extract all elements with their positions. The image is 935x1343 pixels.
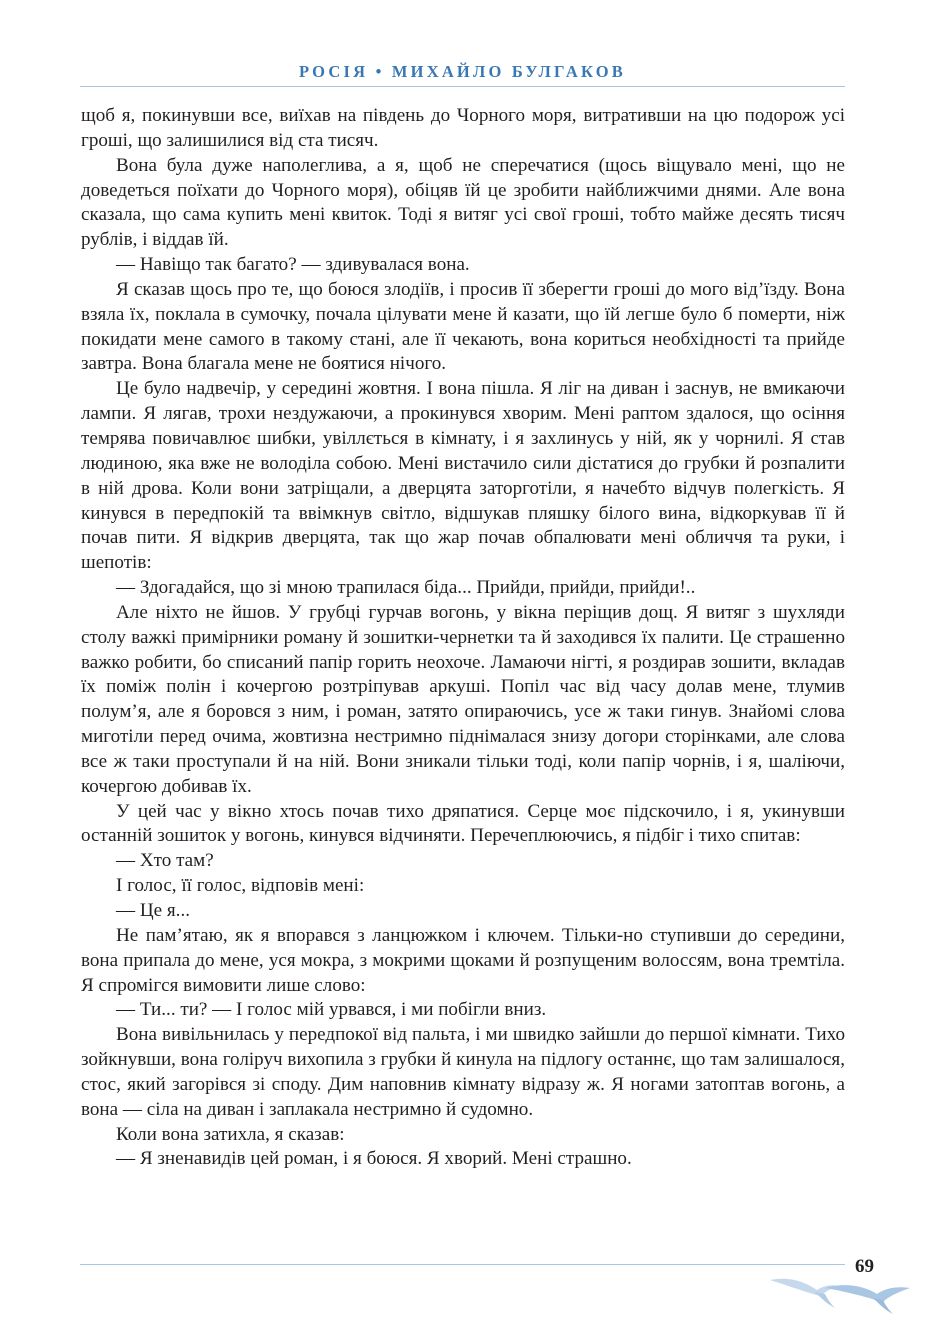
header-divider	[80, 86, 845, 87]
paragraph: Це було надвечір, у середині жовтня. І вона пішла. Я ліг на диван і заснув, не вмикаючи лампи. Я лягав, трохи нездужаючи, а прокинувся хворим. Мені раптом здалося, що осіння темрява повичавлює шибки, увіллється в кімнату, і я захлинусь у ній, як у чорнилі. Я став людиною, яка вже не володіла собою. Мені вистачило сили дістатися до грубки й розпалити в ній дрова. Коли вони затріщали, а дверцята заторготіли, я начебто відчув полегкість. Я кинувся в передпокій та ввімкнув світло, відшукав пляшку білого вина, відкоркував її й почав пити. Я відкрив дверцята, так що жар почав обпалювати мені обличчя та руки, і шепотів:	[81, 378, 845, 574]
paragraph: — Ти... ти? — І голос мій урвався, і ми побігли вниз.	[116, 999, 547, 1021]
paragraph: — Це я...	[116, 900, 191, 921]
paragraph: — Здогадайся, що зі мною трапилася біда... Прийди, прийди, прийди!..	[116, 577, 696, 599]
page-number: 69	[855, 1256, 874, 1277]
paragraph: І голос, її голос, відповів мені:	[116, 875, 365, 897]
paragraph: — Я зненавидів цей роман, і я боюся. Я хворий. Мені страшно.	[116, 1148, 632, 1170]
paragraph: Вона вивільнилась у передпокої від пальта, і ми швидко зайшли до першої кімнати. Тихо зойкнувши, вона голіруч вихопила з грубки й кинула на підлогу останнє, що там залишалося, стос, який загорівся зі споду. Дим наповнив кімнату відразу ж. Я ногами затоптав вогонь, а вона — сіла на диван і заплакала нестримно й судомно.	[81, 1024, 845, 1120]
paragraph: щоб я, покинувши все, виїхав на південь до Чорного моря, витративши на цю подорож усі гроші, що залишилися від ста тисяч.	[81, 105, 845, 151]
paragraph: Коли вона затихла, я сказав:	[116, 1123, 345, 1145]
running-header: РОСІЯ • МИХАЙЛО БУЛГАКОВ	[299, 62, 626, 81]
paragraph: У цей час у вікно хтось почав тихо дряпатися. Серце моє підскочило, і я, укинувши останній зошиток у вогонь, кинувся відчиняти. Перечеплюючись, я підбіг і тихо спитав:	[81, 800, 845, 847]
paragraph: — Хто там?	[116, 850, 214, 872]
paragraph: — Навіщо так багато? — здивувалася вона.	[116, 254, 470, 276]
flying-birds-icon	[765, 1268, 915, 1318]
paragraph: Але ніхто не йшов. У грубці гурчав вогонь, у вікна періщив дощ. Я витяг з шухляди столу важкі примірники роману й зошитки-чернетки та й заходився їх палити. Це страшенно важко робити, бо списаний папір горить неохоче. Ламаючи нігті, я роздирав зошити, вкладав їх поміж полін і кочергою розтріпував аркуші. Попіл час від часу долав мене, тлумив полум’я, але я боровся з ним, і роман, затято опираючись, усе ж таки гинув. Знайомі слова миготіли перед очима, жовтизна нестримно піднімалася знизу догори сторінками, але слова все ж таки проступали й на ній. Вони зникали тільки тоді, коли папір чорнів, і я, шаліючи, кочергою добивав їх.	[81, 601, 845, 797]
footer-divider	[80, 1264, 845, 1265]
paragraph: Вона була дуже наполеглива, а я, щоб не сперечатися (щось віщувало мені, що не доведеться поїхати до Чорного моря), обіцяв їй це зробити найближчими днями. Але вона сказала, що сама купить мені квиток. Тоді я витяг усі свої гроші, тобто майже десять тисяч рублів, і віддав їй.	[81, 154, 845, 251]
paragraph: Не пам’ятаю, як я впорався з ланцюжком і ключем. Тільки-но ступивши до середини, вона припала до мене, уся мокра, з мокрими щоками й розпущеним волоссям, вона тремтіла. Я спромігся вимовити лише слово:	[81, 924, 845, 996]
paragraph: Я сказав щось про те, що боюся злодіїв, і просив її зберегти гроші до мого від’їзду. Вона взяла їх, поклала в сумочку, почала цілувати мене й казати, що їй легше було б померти, ніж покидати мене самого в такому стані, але її чекають, вона кориться необхідності та прийде завтра. Вона благала мене не боятися нічого.	[81, 278, 845, 375]
body-text	[81, 104, 845, 1172]
